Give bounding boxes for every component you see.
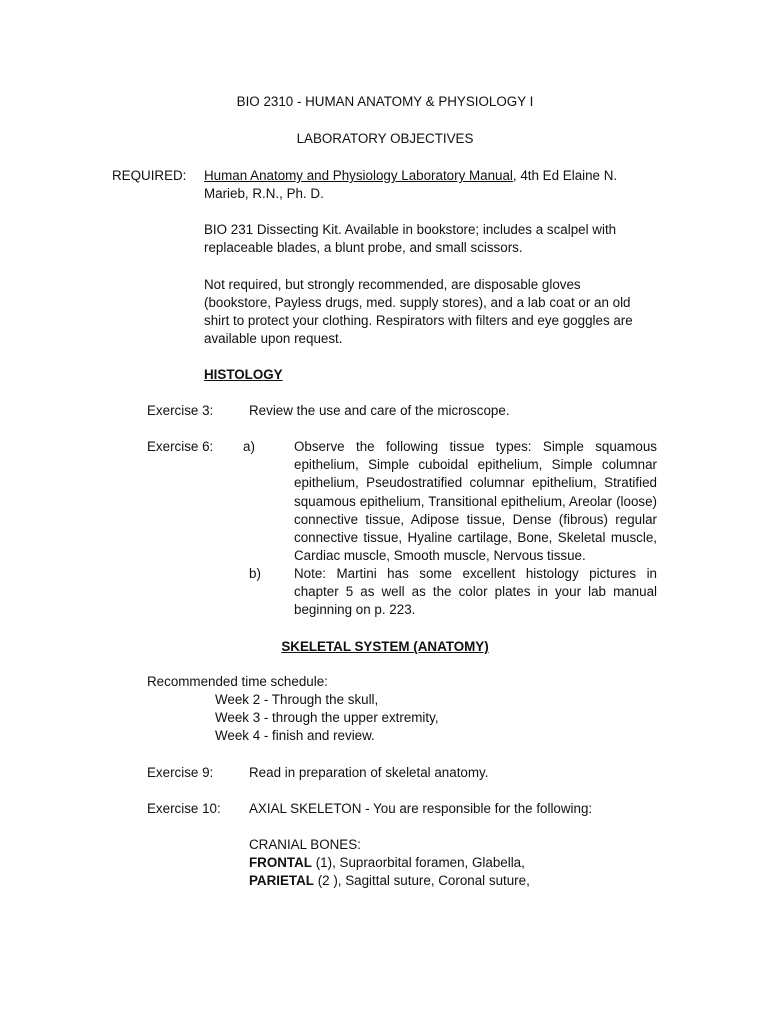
parietal-bone-details: (2 ), Sagittal suture, Coronal suture, xyxy=(313,873,530,888)
exercise-10-label: Exercise 10: xyxy=(147,801,221,816)
manual-author: Marieb, R.N., Ph. D. xyxy=(204,186,324,201)
schedule-week-3: Week 3 - through the upper extremity, xyxy=(215,710,439,725)
schedule-week-2: Week 2 - Through the skull, xyxy=(215,692,379,707)
exercise-3-text: Review the use and care of the microscope. xyxy=(249,403,510,418)
exercise-6-b-text: Note: Martini has some excellent histology pictures in chapter 5 as well as the color plates in your lab manual beginning on p. 223. xyxy=(294,566,657,618)
skeletal-system-heading: SKELETAL SYSTEM (ANATOMY) xyxy=(281,639,489,654)
cranial-bones-heading: CRANIAL BONES: xyxy=(249,837,361,852)
kit-text-line-1: BIO 231 Dissecting Kit. Available in bookstore; includes a scalpel with xyxy=(204,222,617,237)
manual-citation-rest: , 4th Ed Elaine N. xyxy=(512,168,618,183)
required-label: REQUIRED: xyxy=(112,168,187,183)
recommended-text-line-1: Not required, but strongly recommended, are disposable gloves xyxy=(204,277,581,292)
exercise-6-label: Exercise 6: xyxy=(147,439,214,454)
manual-title: Human Anatomy and Physiology Laboratory Manual xyxy=(204,168,513,183)
manual-citation xyxy=(204,167,617,185)
exercise-10-text: AXIAL SKELETON - You are responsible for the following: xyxy=(249,801,593,816)
exercise-6-a-text: Observe the following tissue types: Simple squamous epithelium, Simple cuboidal epithelium, Simple columnar epithelium, Pseudostratified columnar epithelium, Stratified squamous epithelium, Transitional epithelium, Areolar (loose) connective tissue, Adipose tissue, Dense (fibrous) regular connective tissue, Hyaline cartilage, Bone, Skeletal muscle, Cardiac muscle, Smooth muscle, Nervous tissue. xyxy=(294,439,657,564)
schedule-label: Recommended time schedule: xyxy=(147,674,328,689)
recommended-text-line-2: (bookstore, Payless drugs, med. supply stores), and a lab coat or an old xyxy=(204,295,631,310)
schedule-week-4: Week 4 - finish and review. xyxy=(215,728,375,743)
histology-heading: HISTOLOGY xyxy=(204,367,283,382)
exercise-9-label: Exercise 9: xyxy=(147,765,214,780)
document-subtitle: LABORATORY OBJECTIVES xyxy=(296,131,474,146)
course-title: BIO 2310 - HUMAN ANATOMY & PHYSIOLOGY I xyxy=(236,94,534,109)
exercise-6-a-marker: a) xyxy=(243,439,255,454)
parietal-bone-item xyxy=(249,872,530,890)
recommended-text-line-4: available upon request. xyxy=(204,331,343,346)
frontal-bone-details: (1), Supraorbital foramen, Glabella, xyxy=(311,855,525,870)
frontal-bone-item xyxy=(249,854,525,872)
exercise-9-text: Read in preparation of skeletal anatomy. xyxy=(249,765,489,780)
exercise-3-label: Exercise 3: xyxy=(147,403,214,418)
parietal-bone-name: PARIETAL xyxy=(249,873,314,888)
recommended-text-line-3: shirt to protect your clothing. Respirators with filters and eye goggles are xyxy=(204,313,633,328)
frontal-bone-name: FRONTAL xyxy=(249,855,312,870)
exercise-6-b-marker: b) xyxy=(249,566,261,581)
kit-text-line-2: replaceable blades, a blunt probe, and small scissors. xyxy=(204,240,523,255)
